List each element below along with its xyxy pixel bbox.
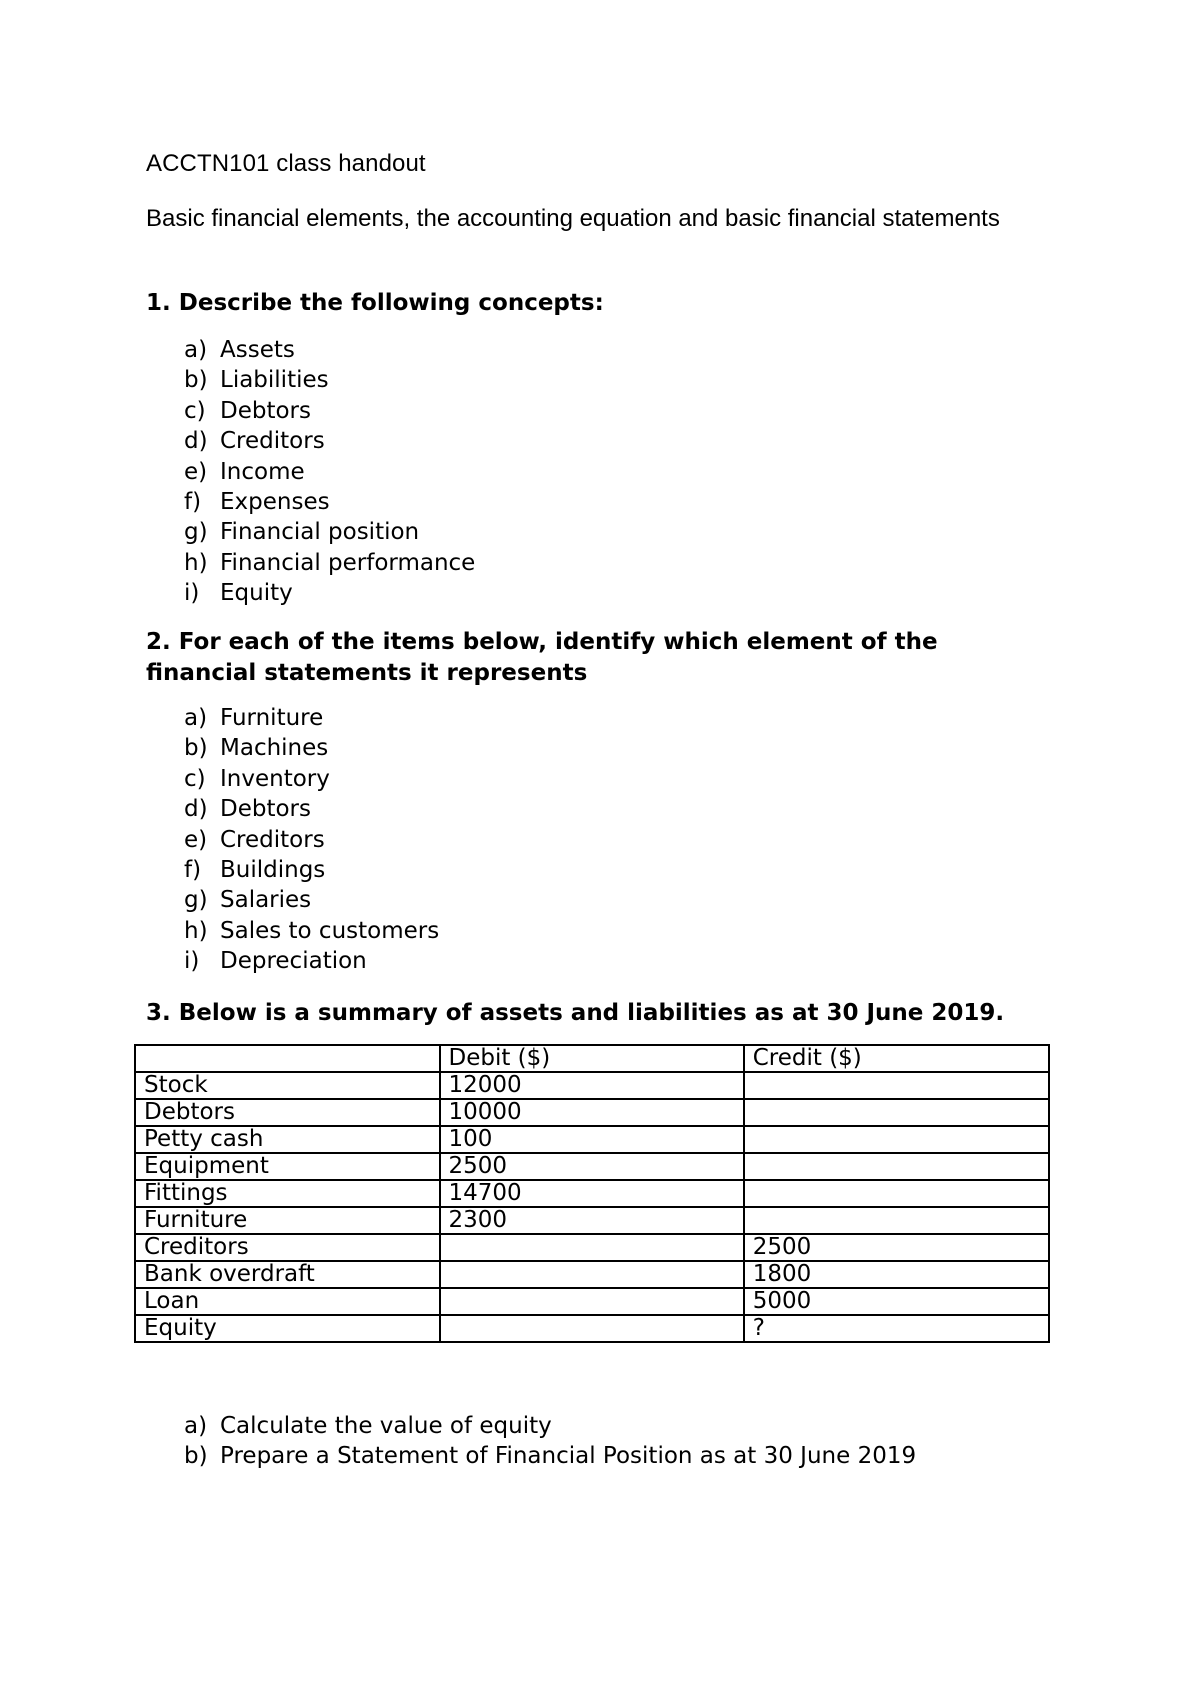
table-cell: 2500: [744, 1234, 1049, 1261]
table-row: [135, 1234, 1049, 1261]
list-item: [184, 825, 439, 855]
list-item: [184, 396, 475, 426]
list-item: [184, 1411, 916, 1441]
table-cell: [440, 1288, 744, 1315]
list-item-text: Salaries: [220, 887, 312, 914]
list-item-text: Debtors: [220, 397, 311, 424]
table-cell: 14700: [440, 1180, 744, 1207]
list-marker: b): [184, 367, 208, 394]
list-item: [184, 885, 439, 915]
table-cell: [744, 1099, 1049, 1126]
list-item: [184, 365, 475, 395]
list-item-text: Calculate the value of equity: [220, 1413, 552, 1439]
document-title: ACCTN101 class handout: [146, 150, 426, 177]
list-item-text: Depreciation: [220, 948, 367, 975]
list-marker: b): [184, 735, 208, 762]
list-item: [184, 764, 439, 794]
table-cell: [440, 1234, 744, 1261]
list-item-text: Creditors: [220, 428, 325, 455]
table-header-cell: Credit ($): [744, 1045, 1049, 1072]
list-marker: a): [184, 1413, 208, 1439]
table-header-row: [135, 1045, 1049, 1072]
list-marker: f): [184, 856, 202, 883]
table-row: [135, 1261, 1049, 1288]
list-item: [184, 794, 439, 824]
list-item: [184, 457, 475, 487]
table-cell: 12000: [440, 1072, 744, 1099]
list-item: [184, 517, 475, 547]
table-cell: [440, 1315, 744, 1342]
list-item: [184, 487, 475, 517]
document-subtitle: Basic financial elements, the accounting equation and basic financial statements: [146, 205, 1000, 232]
list-item-text: Buildings: [220, 856, 326, 883]
table-cell: Bank overdraft: [135, 1261, 440, 1288]
table-cell: 10000: [440, 1099, 744, 1126]
table-cell: 1800: [744, 1261, 1049, 1288]
table-cell: Loan: [135, 1288, 440, 1315]
table-cell: ?: [744, 1315, 1049, 1342]
list-marker: b): [184, 1443, 208, 1470]
question-3-heading: 3. Below is a summary of assets and liabilities as at 30 June 2019.: [146, 1000, 1005, 1026]
list-item-text: Liabilities: [220, 367, 329, 394]
table-cell: Stock: [135, 1072, 440, 1099]
question-2-list: [184, 703, 439, 977]
table-cell: 100: [440, 1126, 744, 1153]
list-item-text: Equity: [220, 580, 293, 607]
list-item: [184, 578, 475, 608]
table-row: [135, 1126, 1049, 1153]
list-marker: g): [184, 887, 208, 914]
table-cell: [440, 1261, 744, 1288]
question-1-heading: 1. Describe the following concepts:: [146, 290, 604, 316]
list-marker: g): [184, 519, 208, 546]
list-marker: i): [184, 948, 200, 975]
table-row: [135, 1072, 1049, 1099]
list-marker: h): [184, 549, 208, 576]
list-item-text: Inventory: [220, 765, 330, 792]
table-row: [135, 1099, 1049, 1126]
list-item-text: Creditors: [220, 826, 325, 853]
list-marker: c): [184, 765, 206, 792]
list-item-text: Prepare a Statement of Financial Position as at 30 June 2019: [220, 1443, 917, 1470]
list-item-text: Machines: [220, 735, 329, 762]
list-item-text: Financial performance: [220, 549, 476, 576]
table-cell: Equipment: [135, 1153, 440, 1180]
table-header-cell: [135, 1045, 440, 1072]
table-row: [135, 1153, 1049, 1180]
list-item: [184, 916, 439, 946]
table-row: [135, 1207, 1049, 1234]
list-item: [184, 855, 439, 885]
table-cell: Petty cash: [135, 1126, 440, 1153]
list-item: [184, 1441, 916, 1471]
list-marker: h): [184, 917, 208, 944]
list-item: [184, 426, 475, 456]
list-item-text: Income: [220, 458, 305, 485]
table-cell: [744, 1153, 1049, 1180]
table-cell: 2500: [440, 1153, 744, 1180]
list-item: [184, 335, 475, 365]
table-cell: Fittings: [135, 1180, 440, 1207]
list-item: [184, 733, 439, 763]
list-item-text: Debtors: [220, 796, 311, 823]
question-1-list: [184, 335, 475, 609]
table-cell: Equity: [135, 1315, 440, 1342]
list-marker: a): [184, 705, 208, 731]
table-row: [135, 1180, 1049, 1207]
table-cell: [744, 1072, 1049, 1099]
table-cell: 5000: [744, 1288, 1049, 1315]
list-item: [184, 548, 475, 578]
table-row: [135, 1288, 1049, 1315]
assets-liabilities-table: [134, 1044, 1050, 1343]
question-2-heading: 2. For each of the items below, identify which element of the financial statements it represents: [146, 629, 938, 686]
list-marker: e): [184, 458, 208, 485]
table-cell: [744, 1180, 1049, 1207]
table-cell: Furniture: [135, 1207, 440, 1234]
list-item-text: Financial position: [220, 519, 420, 546]
table-cell: Debtors: [135, 1099, 440, 1126]
list-marker: a): [184, 337, 208, 363]
list-marker: d): [184, 796, 208, 823]
table-row: [135, 1315, 1049, 1342]
list-marker: c): [184, 397, 206, 424]
table-cell: [744, 1126, 1049, 1153]
list-item-text: Assets: [220, 337, 295, 363]
list-marker: e): [184, 826, 208, 853]
list-item-text: Furniture: [220, 705, 324, 731]
table-header-cell: Debit ($): [440, 1045, 744, 1072]
table-cell: 2300: [440, 1207, 744, 1234]
list-item: [184, 946, 439, 976]
list-item-text: Sales to customers: [220, 917, 440, 944]
question-3-tasks: [184, 1411, 916, 1472]
list-item: [184, 703, 439, 733]
list-marker: i): [184, 580, 200, 607]
list-marker: d): [184, 428, 208, 455]
table-cell: Creditors: [135, 1234, 440, 1261]
list-item-text: Expenses: [220, 488, 330, 515]
table-cell: [744, 1207, 1049, 1234]
list-marker: f): [184, 488, 202, 515]
